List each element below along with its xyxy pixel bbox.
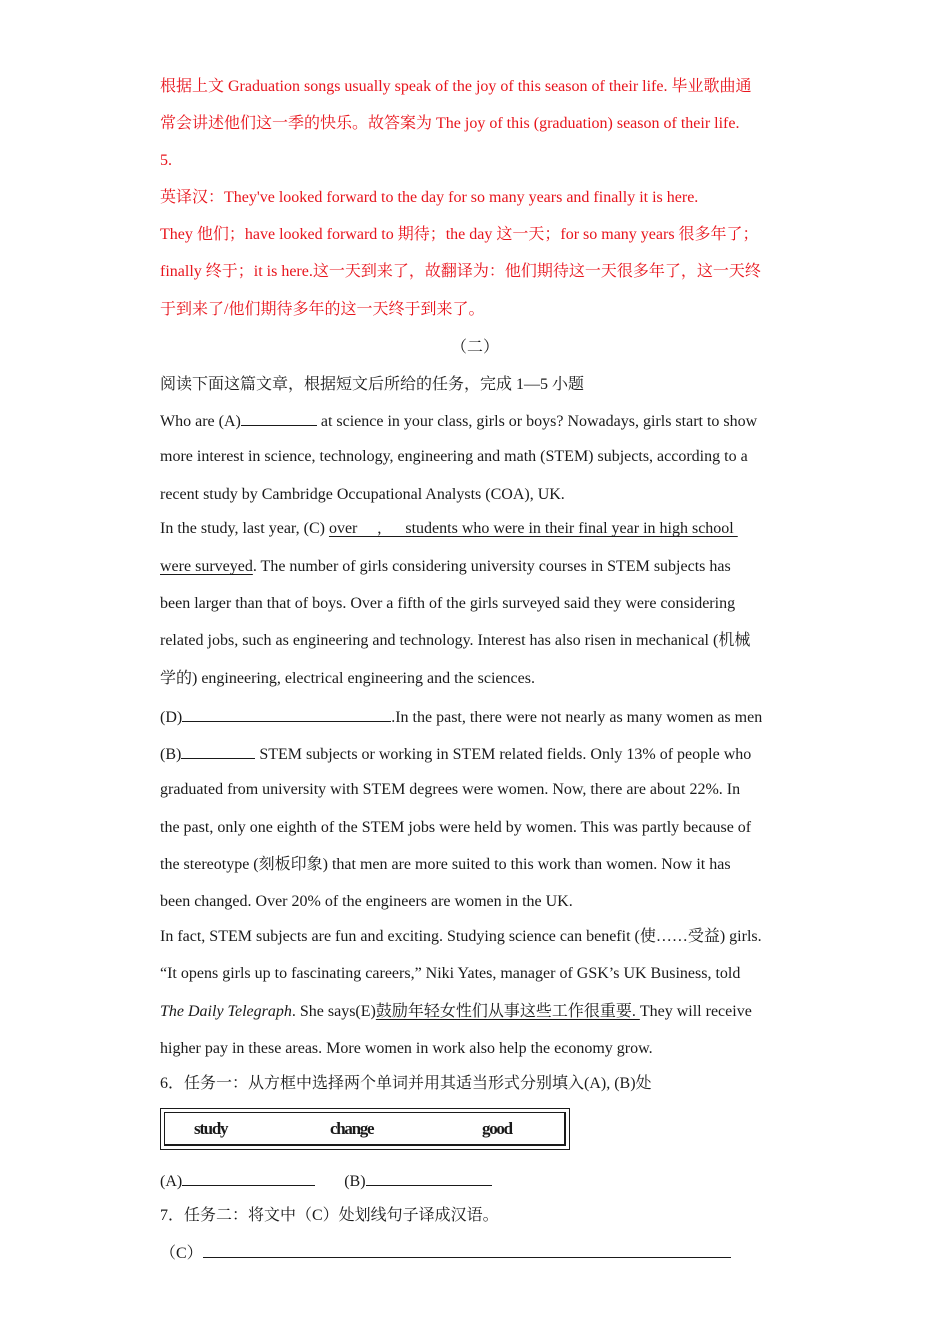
passage-line: related jobs, such as engineering and technology. Interest has also risen in mechanical (机械 (160, 632, 751, 649)
passage-line: been changed. Over 20% of the engineers are women in the UK. (160, 893, 573, 910)
passage-line: In fact, STEM subjects are fun and exciting. Studying science can benefit (使……受益) girls. (160, 928, 762, 945)
underlined-sentence-c-end: were surveyed (160, 558, 253, 575)
passage-text: . She says(E) (291, 1003, 376, 1020)
passage-text: .In the past, there were not nearly as many women as men (391, 709, 763, 726)
passage-text: (B) (160, 746, 182, 763)
word-option: change (330, 1119, 374, 1138)
word-box (160, 1108, 570, 1150)
passage-line: “It opens girls up to fascinating careers,” Niki Yates, manager of GSK’s UK Business, told (160, 965, 741, 982)
section-title: （二） (450, 339, 499, 356)
newspaper-title: The Daily Telegraph (160, 1003, 292, 1020)
passage-line (160, 557, 731, 577)
passage-line: been larger than that of boys. Over a fifth of the girls surveyed said they were considering (160, 595, 736, 612)
task-2-label: 7．任务二：将文中（C）处划线句子译成汉语。 (160, 1207, 499, 1224)
passage-text: (D) (160, 709, 183, 726)
answer-line-2: 常会讲述他们这一季的快乐。故答案为 The joy of this (graduation) season of their life. (160, 115, 740, 132)
passage-line: 学的) engineering, electrical engineering and the sciences. (160, 670, 535, 687)
passage-line (160, 410, 757, 432)
answer-line-c (160, 1242, 731, 1264)
passage-line: the stereotype (刻板印象) that men are more suited to this work than women. Now it has (160, 856, 731, 873)
blank-d (182, 706, 391, 722)
passage-text: Who are (A) (160, 413, 241, 430)
word-option: study (194, 1119, 228, 1138)
underlined-sentence-e: 鼓励年轻女性们从事这些工作很重要. (375, 1003, 640, 1020)
answer-line-1: 根据上文 Graduation songs usually speak of the joy of this season of their life. 毕业歌曲通 (160, 78, 752, 95)
passage-text: . The number of girls considering university courses in STEM subjects has (252, 558, 731, 575)
blank-c-label: （C） (160, 1245, 203, 1262)
blank-a (241, 410, 317, 426)
question-5-number: 5. (160, 152, 172, 169)
passage-text: at science in your class, girls or boys? Nowadays, girls start to show (316, 413, 758, 430)
passage-line (160, 519, 738, 539)
answer-blank-a[interactable] (182, 1170, 315, 1186)
answer-line-4: They 他们；have looked forward to 期待；the day 这一天；for so many years 很多年了； (160, 226, 759, 243)
blank-a-label: (A) (160, 1173, 183, 1190)
passage-line: the past, only one eighth of the STEM jobs were held by women. This was partly because of (160, 819, 752, 836)
passage-line (160, 706, 762, 728)
passage-line: more interest in science, technology, engineering and math (STEM) subjects, according to a (160, 448, 748, 465)
passage-text: STEM subjects or working in STEM related fields. Only 13% of people who (255, 746, 752, 763)
passage-text: In the study, last year, (C) (160, 520, 329, 537)
answer-line-5: finally 终于；it is here.这一天到来了，故翻译为：他们期待这一天很多年了，这一天终 (160, 263, 761, 280)
passage-line: recent study by Cambridge Occupational Analysts (COA), UK. (160, 486, 565, 503)
word-option: good (482, 1119, 512, 1138)
answer-line-6: 于到来了/他们期待多年的这一天终于到来了。 (160, 301, 485, 318)
instructions: 阅读下面这篇文章，根据短文后所给的任务，完成 1—5 小题 (160, 376, 585, 393)
underlined-sentence-c: over , students who were in their final year in high school (328, 520, 738, 537)
answer-blank-b[interactable] (366, 1170, 492, 1186)
blank-b (181, 743, 255, 759)
blank-b-label: (B) (344, 1173, 366, 1190)
answer-line-3: 英译汉：They've looked forward to the day for so many years and finally it is here. (160, 189, 699, 206)
passage-line: higher pay in these areas. More women in work also help the economy grow. (160, 1040, 653, 1057)
answer-blanks-line (160, 1170, 492, 1192)
passage-line: graduated from university with STEM degrees were women. Now, there are about 22%. In (160, 781, 741, 798)
answer-blank-c[interactable] (203, 1242, 731, 1258)
passage-text: They will receive (639, 1003, 752, 1020)
task-1-label: 6．任务一：从方框中选择两个单词并用其适当形式分别填入(A), (B)处 (160, 1075, 652, 1092)
passage-line (160, 743, 751, 765)
passage-line (160, 1002, 752, 1022)
